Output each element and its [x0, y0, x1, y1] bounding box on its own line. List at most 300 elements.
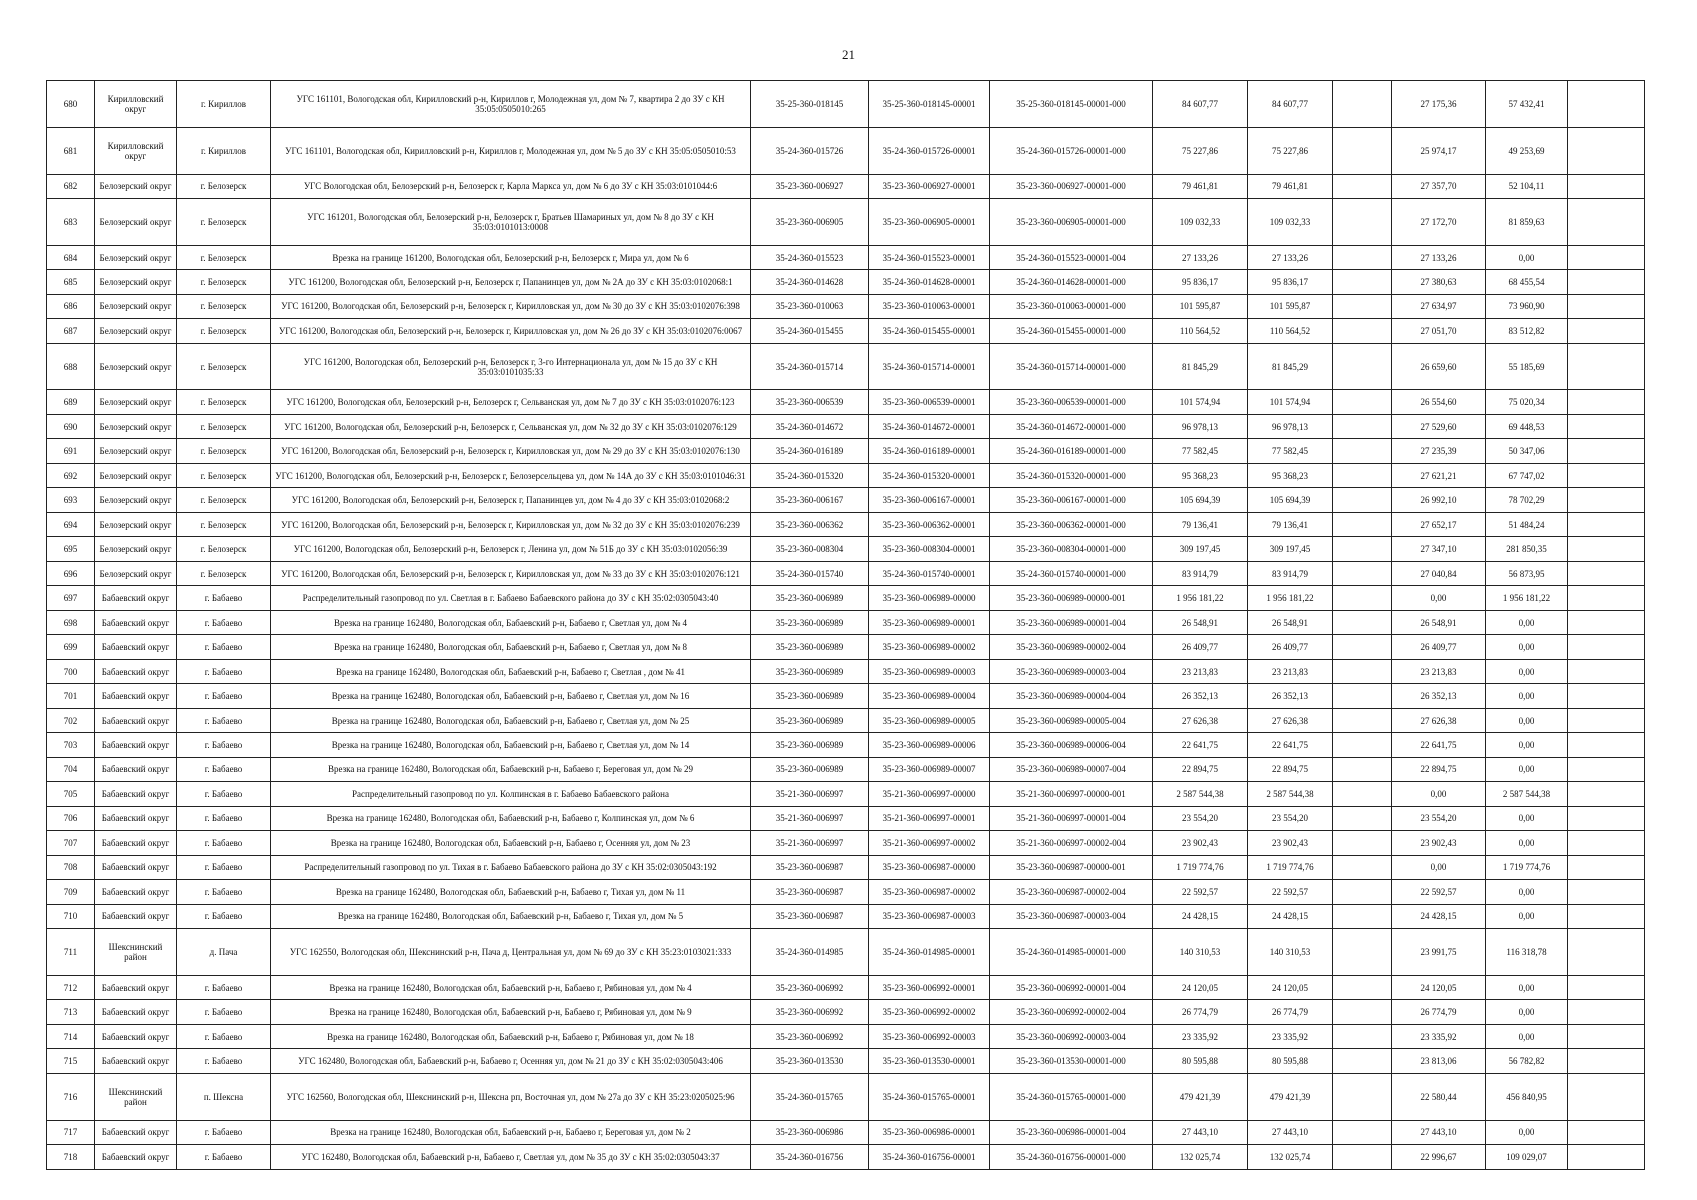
address-cell: Врезка на границе 162480, Вологодская обл, Бабаевский р-н, Бабаево г, Светлая ул, дом № 25: [271, 708, 751, 732]
book-value-cell: 23 902,43: [1248, 831, 1333, 855]
full-object-code-cell: 35-24-360-014985-00001-000: [990, 929, 1153, 976]
table-row: [47, 488, 1645, 512]
initial-cost-cell: 81 845,29: [1153, 343, 1248, 390]
row-number-cell: 692: [47, 463, 95, 487]
sub-object-code-cell: 35-25-360-018145-00001: [869, 81, 990, 128]
locality-cell: г. Белозерск: [177, 537, 271, 561]
full-object-code-cell: 35-23-360-006992-00001-004: [990, 975, 1153, 999]
address-cell: Врезка на границе 162480, Вологодская обл, Бабаевский р-н, Бабаево г, Тихая ул, дом № 11: [271, 880, 751, 904]
table-row: [47, 684, 1645, 708]
empty-cell: [1333, 414, 1392, 438]
depreciation-cell: 27 652,17: [1392, 512, 1486, 536]
locality-cell: г. Белозерск: [177, 390, 271, 414]
row-number-cell: 687: [47, 319, 95, 343]
sub-object-code-cell: 35-23-360-010063-00001: [869, 294, 990, 318]
object-code-cell: 35-24-360-014672: [751, 414, 869, 438]
row-number-cell: 684: [47, 245, 95, 269]
initial-cost-cell: 105 694,39: [1153, 488, 1248, 512]
blank-cell: [1568, 343, 1645, 390]
address-cell: УГС 161200, Вологодская обл, Белозерский р-н, Белозерск г, Кирилловская ул, дом № 32 до ЗУ с КН 35:03:0102076:239: [271, 512, 751, 536]
blank-cell: [1568, 439, 1645, 463]
full-object-code-cell: 35-24-360-015726-00001-000: [990, 127, 1153, 174]
table-row: [47, 708, 1645, 732]
depreciation-cell: 22 580,44: [1392, 1073, 1486, 1120]
district-cell: Белозерский округ: [95, 439, 177, 463]
district-cell: Белозерский округ: [95, 390, 177, 414]
full-object-code-cell: 35-24-360-016189-00001-000: [990, 439, 1153, 463]
blank-cell: [1568, 561, 1645, 585]
object-code-cell: 35-25-360-018145: [751, 81, 869, 128]
sub-object-code-cell: 35-23-360-006987-00002: [869, 880, 990, 904]
depreciation-cell: 27 051,70: [1392, 319, 1486, 343]
depreciation-cell: 23 213,83: [1392, 659, 1486, 683]
initial-cost-cell: 23 213,83: [1153, 659, 1248, 683]
empty-cell: [1333, 81, 1392, 128]
locality-cell: г. Бабаево: [177, 1120, 271, 1144]
residual-value-cell: 73 960,90: [1486, 294, 1568, 318]
blank-cell: [1568, 390, 1645, 414]
book-value-cell: 23 335,92: [1248, 1024, 1333, 1048]
empty-cell: [1333, 904, 1392, 928]
locality-cell: г. Белозерск: [177, 414, 271, 438]
depreciation-cell: 22 894,75: [1392, 757, 1486, 781]
residual-value-cell: 57 432,41: [1486, 81, 1568, 128]
full-object-code-cell: 35-24-360-015320-00001-000: [990, 463, 1153, 487]
row-number-cell: 717: [47, 1120, 95, 1144]
full-object-code-cell: 35-23-360-006989-00001-004: [990, 610, 1153, 634]
row-number-cell: 704: [47, 757, 95, 781]
initial-cost-cell: 22 641,75: [1153, 733, 1248, 757]
empty-cell: [1333, 1000, 1392, 1024]
initial-cost-cell: 83 914,79: [1153, 561, 1248, 585]
blank-cell: [1568, 684, 1645, 708]
book-value-cell: 1 719 774,76: [1248, 855, 1333, 879]
address-cell: Врезка на границе 162480, Вологодская обл, Бабаевский р-н, Бабаево г, Осенняя ул, дом № 23: [271, 831, 751, 855]
address-cell: Врезка на границе 162480, Вологодская обл, Бабаевский р-н, Бабаево г, Рябиновая ул, дом № 18: [271, 1024, 751, 1048]
locality-cell: г. Бабаево: [177, 1049, 271, 1073]
initial-cost-cell: 22 894,75: [1153, 757, 1248, 781]
sub-object-code-cell: 35-21-360-006997-00002: [869, 831, 990, 855]
blank-cell: [1568, 733, 1645, 757]
full-object-code-cell: 35-23-360-006986-00001-004: [990, 1120, 1153, 1144]
row-number-cell: 695: [47, 537, 95, 561]
sub-object-code-cell: 35-24-360-016189-00001: [869, 439, 990, 463]
object-code-cell: 35-23-360-006989: [751, 635, 869, 659]
sub-object-code-cell: 35-24-360-014672-00001: [869, 414, 990, 438]
object-code-cell: 35-23-360-006987: [751, 855, 869, 879]
address-cell: Распределительный газопровод по ул. Тихая в г. Бабаево Бабаевского района до ЗУ с КН 35:02:0305043:192: [271, 855, 751, 879]
blank-cell: [1568, 610, 1645, 634]
table-row: [47, 1049, 1645, 1073]
book-value-cell: 27 133,26: [1248, 245, 1333, 269]
address-cell: Врезка на границе 162480, Вологодская обл, Бабаевский р-н, Бабаево г, Светлая ул, дом № 16: [271, 684, 751, 708]
depreciation-cell: 25 974,17: [1392, 127, 1486, 174]
object-code-cell: 35-24-360-015714: [751, 343, 869, 390]
sub-object-code-cell: 35-23-360-006989-00005: [869, 708, 990, 732]
residual-value-cell: 52 104,11: [1486, 174, 1568, 198]
empty-cell: [1333, 439, 1392, 463]
address-cell: УГС 161200, Вологодская обл, Белозерский р-н, Белозерск г, Кирилловская ул, дом № 30 до ЗУ с КН 35:03:0102076:398: [271, 294, 751, 318]
sub-object-code-cell: 35-24-360-014628-00001: [869, 270, 990, 294]
row-number-cell: 682: [47, 174, 95, 198]
table-row: [47, 439, 1645, 463]
initial-cost-cell: 24 428,15: [1153, 904, 1248, 928]
locality-cell: г. Кириллов: [177, 127, 271, 174]
row-number-cell: 680: [47, 81, 95, 128]
depreciation-cell: 23 335,92: [1392, 1024, 1486, 1048]
address-cell: УГС 162480, Вологодская обл, Бабаевский р-н, Бабаево г, Осенняя ул, дом № 21 до ЗУ с КН 35:02:0305043:406: [271, 1049, 751, 1073]
row-number-cell: 710: [47, 904, 95, 928]
district-cell: Бабаевский округ: [95, 757, 177, 781]
object-code-cell: 35-23-360-006992: [751, 1024, 869, 1048]
locality-cell: г. Бабаево: [177, 684, 271, 708]
book-value-cell: 24 120,05: [1248, 975, 1333, 999]
depreciation-cell: 22 996,67: [1392, 1145, 1486, 1170]
depreciation-cell: 27 357,70: [1392, 174, 1486, 198]
locality-cell: г. Белозерск: [177, 174, 271, 198]
initial-cost-cell: 27 626,38: [1153, 708, 1248, 732]
object-code-cell: 35-24-360-015320: [751, 463, 869, 487]
full-object-code-cell: 35-23-360-006989-00002-004: [990, 635, 1153, 659]
locality-cell: г. Кириллов: [177, 81, 271, 128]
address-cell: Врезка на границе 162480, Вологодская обл, Бабаевский р-н, Бабаево г, Тихая ул, дом № 5: [271, 904, 751, 928]
table-row: [47, 199, 1645, 246]
row-number-cell: 700: [47, 659, 95, 683]
residual-value-cell: 0,00: [1486, 975, 1568, 999]
book-value-cell: 26 774,79: [1248, 1000, 1333, 1024]
initial-cost-cell: 84 607,77: [1153, 81, 1248, 128]
locality-cell: д. Пача: [177, 929, 271, 976]
book-value-cell: 80 595,88: [1248, 1049, 1333, 1073]
blank-cell: [1568, 1145, 1645, 1170]
blank-cell: [1568, 806, 1645, 830]
sub-object-code-cell: 35-23-360-006167-00001: [869, 488, 990, 512]
book-value-cell: 23 554,20: [1248, 806, 1333, 830]
district-cell: Бабаевский округ: [95, 708, 177, 732]
district-cell: Белозерский округ: [95, 537, 177, 561]
initial-cost-cell: 26 409,77: [1153, 635, 1248, 659]
locality-cell: г. Бабаево: [177, 855, 271, 879]
empty-cell: [1333, 708, 1392, 732]
full-object-code-cell: 35-23-360-006989-00005-004: [990, 708, 1153, 732]
residual-value-cell: 0,00: [1486, 1000, 1568, 1024]
sub-object-code-cell: 35-24-360-015726-00001: [869, 127, 990, 174]
empty-cell: [1333, 586, 1392, 610]
address-cell: Врезка на границе 162480, Вологодская обл, Бабаевский р-н, Бабаево г, Рябиновая ул, дом № 9: [271, 1000, 751, 1024]
sub-object-code-cell: 35-23-360-006987-00000: [869, 855, 990, 879]
address-cell: Врезка на границе 162480, Вологодская обл, Бабаевский р-н, Бабаево г, Светлая ул, дом № 14: [271, 733, 751, 757]
depreciation-cell: 22 641,75: [1392, 733, 1486, 757]
initial-cost-cell: 77 582,45: [1153, 439, 1248, 463]
locality-cell: г. Белозерск: [177, 319, 271, 343]
empty-cell: [1333, 294, 1392, 318]
locality-cell: п. Шексна: [177, 1073, 271, 1120]
initial-cost-cell: 26 774,79: [1153, 1000, 1248, 1024]
initial-cost-cell: 23 902,43: [1153, 831, 1248, 855]
depreciation-cell: 0,00: [1392, 586, 1486, 610]
row-number-cell: 703: [47, 733, 95, 757]
table-row: [47, 414, 1645, 438]
depreciation-cell: 27 529,60: [1392, 414, 1486, 438]
book-value-cell: 109 032,33: [1248, 199, 1333, 246]
row-number-cell: 686: [47, 294, 95, 318]
district-cell: Кирилловский округ: [95, 81, 177, 128]
initial-cost-cell: 132 025,74: [1153, 1145, 1248, 1170]
asset-registry-table: [46, 80, 1645, 1170]
empty-cell: [1333, 488, 1392, 512]
initial-cost-cell: 75 227,86: [1153, 127, 1248, 174]
object-code-cell: 35-23-360-006167: [751, 488, 869, 512]
full-object-code-cell: 35-23-360-006992-00002-004: [990, 1000, 1153, 1024]
row-number-cell: 699: [47, 635, 95, 659]
row-number-cell: 681: [47, 127, 95, 174]
object-code-cell: 35-24-360-015765: [751, 1073, 869, 1120]
row-number-cell: 688: [47, 343, 95, 390]
address-cell: УГС Вологодская обл, Белозерский р-н, Белозерск г, Карла Маркса ул, дом № 6 до ЗУ с КН 35:03:0101044:6: [271, 174, 751, 198]
initial-cost-cell: 95 836,17: [1153, 270, 1248, 294]
object-code-cell: 35-23-360-006927: [751, 174, 869, 198]
address-cell: УГС 161200, Вологодская обл, Белозерский р-н, Белозерск г, Сельванская ул, дом № 7 до ЗУ с КН 35:03:0102076:123: [271, 390, 751, 414]
book-value-cell: 101 574,94: [1248, 390, 1333, 414]
page-number: 21: [842, 47, 855, 62]
locality-cell: г. Белозерск: [177, 463, 271, 487]
table-row: [47, 512, 1645, 536]
address-cell: УГС 161200, Вологодская обл, Белозерский р-н, Белозерск г, Папанинцев ул, дом № 2А до ЗУ с КН 35:03:0102068:1: [271, 270, 751, 294]
empty-cell: [1333, 975, 1392, 999]
residual-value-cell: 0,00: [1486, 904, 1568, 928]
empty-cell: [1333, 245, 1392, 269]
full-object-code-cell: 35-24-360-014628-00001-000: [990, 270, 1153, 294]
district-cell: Белозерский округ: [95, 174, 177, 198]
table-row: [47, 390, 1645, 414]
depreciation-cell: 0,00: [1392, 855, 1486, 879]
sub-object-code-cell: 35-23-360-006989-00003: [869, 659, 990, 683]
object-code-cell: 35-24-360-016189: [751, 439, 869, 463]
object-code-cell: 35-24-360-014628: [751, 270, 869, 294]
depreciation-cell: 23 813,06: [1392, 1049, 1486, 1073]
empty-cell: [1333, 199, 1392, 246]
blank-cell: [1568, 81, 1645, 128]
row-number-cell: 693: [47, 488, 95, 512]
row-number-cell: 715: [47, 1049, 95, 1073]
empty-cell: [1333, 1024, 1392, 1048]
district-cell: Бабаевский округ: [95, 975, 177, 999]
depreciation-cell: 26 774,79: [1392, 1000, 1486, 1024]
empty-cell: [1333, 390, 1392, 414]
full-object-code-cell: 35-24-360-015714-00001-000: [990, 343, 1153, 390]
table-row: [47, 270, 1645, 294]
district-cell: Белозерский округ: [95, 319, 177, 343]
residual-value-cell: 0,00: [1486, 635, 1568, 659]
blank-cell: [1568, 1073, 1645, 1120]
table-row: [47, 127, 1645, 174]
table-row: [47, 319, 1645, 343]
book-value-cell: 96 978,13: [1248, 414, 1333, 438]
depreciation-cell: 27 235,39: [1392, 439, 1486, 463]
book-value-cell: 22 641,75: [1248, 733, 1333, 757]
empty-cell: [1333, 174, 1392, 198]
address-cell: УГС 161201, Вологодская обл, Белозерский р-н, Белозерск г, Братьев Шамариных ул, дом № 8 до ЗУ с КН 35:03:0101013:0008: [271, 199, 751, 246]
locality-cell: г. Бабаево: [177, 1024, 271, 1048]
table-row: [47, 806, 1645, 830]
locality-cell: г. Бабаево: [177, 782, 271, 806]
residual-value-cell: 281 850,35: [1486, 537, 1568, 561]
row-number-cell: 718: [47, 1145, 95, 1170]
address-cell: УГС 161200, Вологодская обл, Белозерский р-н, Белозерск г, Сельванская ул, дом № 32 до ЗУ с КН 35:03:0102076:129: [271, 414, 751, 438]
district-cell: Бабаевский округ: [95, 733, 177, 757]
object-code-cell: 35-23-360-006989: [751, 586, 869, 610]
blank-cell: [1568, 975, 1645, 999]
sub-object-code-cell: 35-21-360-006997-00001: [869, 806, 990, 830]
object-code-cell: 35-23-360-006987: [751, 904, 869, 928]
full-object-code-cell: 35-25-360-018145-00001-000: [990, 81, 1153, 128]
locality-cell: г. Бабаево: [177, 975, 271, 999]
locality-cell: г. Бабаево: [177, 806, 271, 830]
book-value-cell: 95 368,23: [1248, 463, 1333, 487]
residual-value-cell: 0,00: [1486, 1120, 1568, 1144]
table-row: [47, 1000, 1645, 1024]
blank-cell: [1568, 880, 1645, 904]
depreciation-cell: 26 352,13: [1392, 684, 1486, 708]
book-value-cell: 23 213,83: [1248, 659, 1333, 683]
residual-value-cell: 0,00: [1486, 806, 1568, 830]
district-cell: Бабаевский округ: [95, 586, 177, 610]
book-value-cell: 75 227,86: [1248, 127, 1333, 174]
sub-object-code-cell: 35-23-360-006362-00001: [869, 512, 990, 536]
district-cell: Бабаевский округ: [95, 1000, 177, 1024]
table-row: [47, 343, 1645, 390]
full-object-code-cell: 35-23-360-006989-00003-004: [990, 659, 1153, 683]
empty-cell: [1333, 610, 1392, 634]
locality-cell: г. Белозерск: [177, 343, 271, 390]
residual-value-cell: 0,00: [1486, 684, 1568, 708]
book-value-cell: 24 428,15: [1248, 904, 1333, 928]
depreciation-cell: 23 554,20: [1392, 806, 1486, 830]
depreciation-cell: 0,00: [1392, 782, 1486, 806]
blank-cell: [1568, 270, 1645, 294]
depreciation-cell: 24 120,05: [1392, 975, 1486, 999]
locality-cell: г. Бабаево: [177, 1000, 271, 1024]
depreciation-cell: 27 172,70: [1392, 199, 1486, 246]
blank-cell: [1568, 708, 1645, 732]
residual-value-cell: 0,00: [1486, 757, 1568, 781]
district-cell: Бабаевский округ: [95, 806, 177, 830]
district-cell: Бабаевский округ: [95, 831, 177, 855]
district-cell: Бабаевский округ: [95, 1024, 177, 1048]
row-number-cell: 698: [47, 610, 95, 634]
blank-cell: [1568, 127, 1645, 174]
locality-cell: г. Белозерск: [177, 270, 271, 294]
empty-cell: [1333, 684, 1392, 708]
empty-cell: [1333, 929, 1392, 976]
blank-cell: [1568, 174, 1645, 198]
sub-object-code-cell: 35-24-360-015523-00001: [869, 245, 990, 269]
book-value-cell: 22 894,75: [1248, 757, 1333, 781]
object-code-cell: 35-24-360-015740: [751, 561, 869, 585]
row-number-cell: 714: [47, 1024, 95, 1048]
district-cell: Бабаевский округ: [95, 635, 177, 659]
blank-cell: [1568, 855, 1645, 879]
book-value-cell: 79 136,41: [1248, 512, 1333, 536]
district-cell: Шекснинский район: [95, 1073, 177, 1120]
initial-cost-cell: 24 120,05: [1153, 975, 1248, 999]
residual-value-cell: 116 318,78: [1486, 929, 1568, 976]
blank-cell: [1568, 1024, 1645, 1048]
empty-cell: [1333, 880, 1392, 904]
full-object-code-cell: 35-23-360-006927-00001-000: [990, 174, 1153, 198]
address-cell: Врезка на границе 162480, Вологодская обл, Бабаевский р-н, Бабаево г, Светлая , дом № 41: [271, 659, 751, 683]
blank-cell: [1568, 586, 1645, 610]
sub-object-code-cell: 35-23-360-006905-00001: [869, 199, 990, 246]
empty-cell: [1333, 1049, 1392, 1073]
book-value-cell: 309 197,45: [1248, 537, 1333, 561]
blank-cell: [1568, 831, 1645, 855]
initial-cost-cell: 22 592,57: [1153, 880, 1248, 904]
full-object-code-cell: 35-23-360-006167-00001-000: [990, 488, 1153, 512]
district-cell: Белозерский округ: [95, 414, 177, 438]
row-number-cell: 702: [47, 708, 95, 732]
residual-value-cell: 0,00: [1486, 708, 1568, 732]
locality-cell: г. Белозерск: [177, 294, 271, 318]
sub-object-code-cell: 35-23-360-006992-00002: [869, 1000, 990, 1024]
full-object-code-cell: 35-23-360-013530-00001-000: [990, 1049, 1153, 1073]
blank-cell: [1568, 904, 1645, 928]
object-code-cell: 35-24-360-015455: [751, 319, 869, 343]
initial-cost-cell: 26 548,91: [1153, 610, 1248, 634]
locality-cell: г. Бабаево: [177, 733, 271, 757]
table-row: [47, 586, 1645, 610]
book-value-cell: 140 310,53: [1248, 929, 1333, 976]
row-number-cell: 691: [47, 439, 95, 463]
sub-object-code-cell: 35-23-360-006539-00001: [869, 390, 990, 414]
full-object-code-cell: 35-21-360-006997-00002-004: [990, 831, 1153, 855]
object-code-cell: 35-23-360-006989: [751, 708, 869, 732]
address-cell: УГС 161200, Вологодская обл, Белозерский р-н, Белозерск г, 3-го Интернационала ул, дом № 15 до ЗУ с КН 35:03:0101035:33: [271, 343, 751, 390]
initial-cost-cell: 96 978,13: [1153, 414, 1248, 438]
book-value-cell: 26 548,91: [1248, 610, 1333, 634]
full-object-code-cell: 35-24-360-015455-00001-000: [990, 319, 1153, 343]
object-code-cell: 35-23-360-006992: [751, 1000, 869, 1024]
sub-object-code-cell: 35-23-360-006987-00003: [869, 904, 990, 928]
initial-cost-cell: 309 197,45: [1153, 537, 1248, 561]
district-cell: Белозерский округ: [95, 270, 177, 294]
empty-cell: [1333, 635, 1392, 659]
full-object-code-cell: 35-23-360-010063-00001-000: [990, 294, 1153, 318]
initial-cost-cell: 80 595,88: [1153, 1049, 1248, 1073]
blank-cell: [1568, 488, 1645, 512]
book-value-cell: 101 595,87: [1248, 294, 1333, 318]
initial-cost-cell: 27 443,10: [1153, 1120, 1248, 1144]
residual-value-cell: 50 347,06: [1486, 439, 1568, 463]
address-cell: Врезка на границе 162480, Вологодская обл, Бабаевский р-н, Бабаево г, Колпинская ул, дом № 6: [271, 806, 751, 830]
locality-cell: г. Бабаево: [177, 880, 271, 904]
district-cell: Бабаевский округ: [95, 684, 177, 708]
object-code-cell: 35-23-360-006989: [751, 733, 869, 757]
row-number-cell: 709: [47, 880, 95, 904]
sub-object-code-cell: 35-23-360-006989-00006: [869, 733, 990, 757]
row-number-cell: 711: [47, 929, 95, 976]
full-object-code-cell: 35-24-360-015765-00001-000: [990, 1073, 1153, 1120]
locality-cell: г. Бабаево: [177, 708, 271, 732]
address-cell: Врезка на границе 162480, Вологодская обл, Бабаевский р-н, Бабаево г, Светлая ул, дом № 8: [271, 635, 751, 659]
district-cell: Бабаевский округ: [95, 904, 177, 928]
depreciation-cell: 24 428,15: [1392, 904, 1486, 928]
locality-cell: г. Бабаево: [177, 831, 271, 855]
sub-object-code-cell: 35-23-360-006927-00001: [869, 174, 990, 198]
locality-cell: г. Бабаево: [177, 757, 271, 781]
initial-cost-cell: 79 136,41: [1153, 512, 1248, 536]
residual-value-cell: 67 747,02: [1486, 463, 1568, 487]
